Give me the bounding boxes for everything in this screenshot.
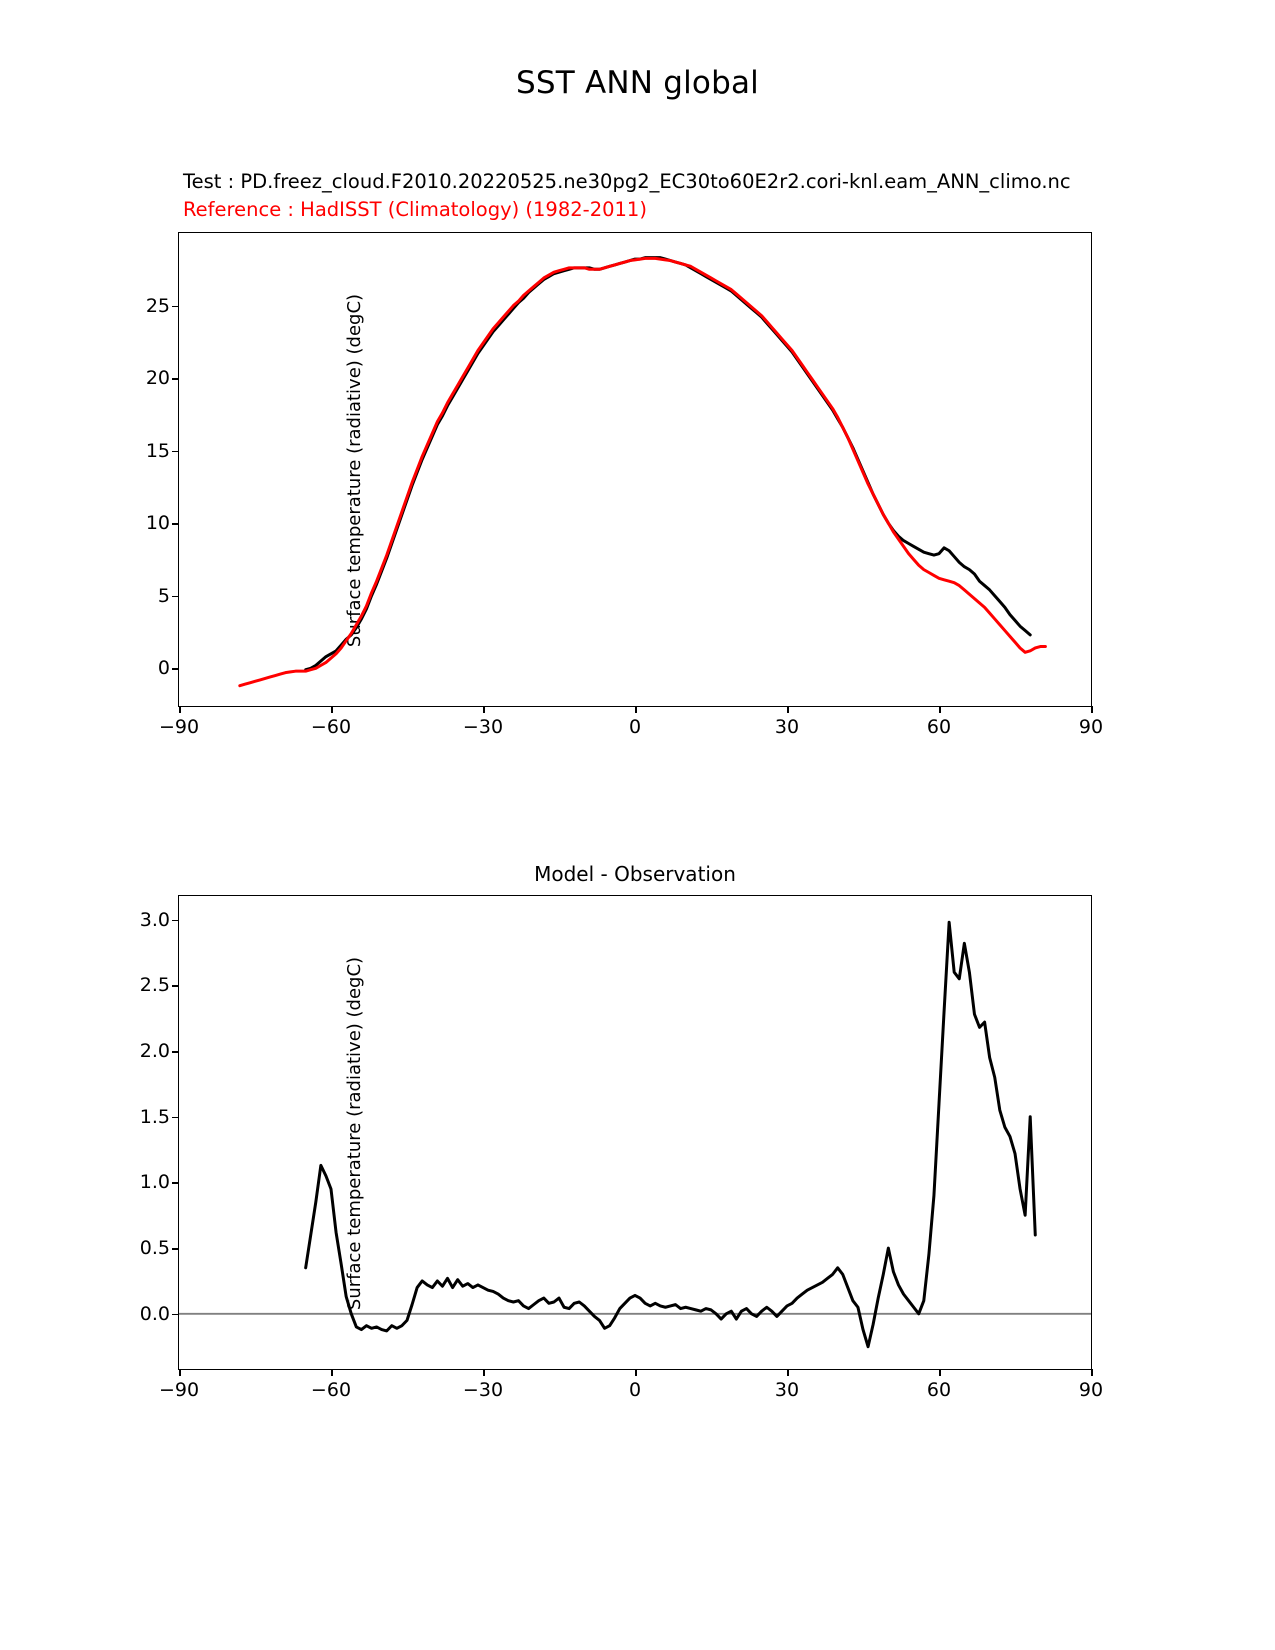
panel2-y-axis-label: Surface temperature (radiative) (degC) [344,956,365,1311]
x-tick-label: 30 [774,1379,800,1401]
y-tick-label: 0.0 [139,1302,170,1325]
caption-test-line: Test : PD.freez_cloud.F2010.20220525.ne30pg2_EC30to60E2r2.cori-knl.eam_ANN_climo.nc [183,170,1071,193]
y-tick-label: 15 [145,439,170,462]
x-tick-mark [635,1369,637,1376]
y-tick-mark [172,920,179,922]
y-tick-mark [172,596,179,598]
y-tick-label: 20 [145,367,170,390]
y-tick-label: 0 [157,657,170,680]
y-tick-label: 1.0 [139,1171,170,1194]
x-tick-label: 30 [774,716,800,738]
x-tick-label: −60 [310,1379,352,1401]
x-tick-mark [939,706,941,713]
x-tick-label: 0 [628,716,642,738]
x-tick-mark [939,1369,941,1376]
y-tick-mark [172,1182,179,1184]
chart-panel-sst [145,232,1104,738]
y-tick-label: 5 [157,584,170,607]
x-tick-label: 60 [926,716,952,738]
panel2-title: Model - Observation [534,862,736,886]
y-tick-mark [172,306,179,308]
x-tick-mark [787,706,789,713]
x-tick-mark [1091,706,1093,713]
caption [183,168,1275,223]
x-tick-mark [483,1369,485,1376]
x-tick-label: −30 [462,1379,504,1401]
y-tick-label: 0.5 [139,1237,170,1260]
y-tick-label: 1.5 [139,1105,170,1128]
chart-panel-diff-wrap [139,862,1104,1401]
y-tick-mark [172,378,179,380]
x-tick-label: −30 [462,716,504,738]
y-tick-label: 3.0 [139,908,170,931]
x-tick-label: −60 [310,716,352,738]
panel2-plot-area [179,896,1091,1369]
y-tick-mark [172,668,179,670]
y-tick-mark [172,985,179,987]
y-tick-label: 10 [145,512,170,535]
x-tick-label: 60 [926,1379,952,1401]
x-tick-label: −90 [158,716,200,738]
x-tick-mark [787,1369,789,1376]
y-tick-label: 2.5 [139,974,170,997]
x-tick-label: 0 [628,1379,642,1401]
x-tick-label: 90 [1078,716,1104,738]
caption-reference-line: Reference : HadISST (Climatology) (1982-2011) [183,197,647,221]
y-tick-mark [172,1314,179,1316]
x-tick-mark [331,1369,333,1376]
y-tick-mark [172,451,179,453]
x-tick-mark [635,706,637,713]
x-tick-mark [1091,1369,1093,1376]
y-tick-mark [172,523,179,525]
y-tick-label: 2.0 [139,1040,170,1063]
y-tick-mark [172,1248,179,1250]
panel1-y-axis-label: Surface temperature (radiative) (degC) [344,293,365,648]
chart-panel-diff [139,895,1104,1401]
y-tick-mark [172,1051,179,1053]
x-tick-mark [331,706,333,713]
y-tick-label: 25 [145,294,170,317]
page-title: SST ANN global [516,65,759,101]
x-tick-label: 90 [1078,1379,1104,1401]
x-tick-mark [179,1369,181,1376]
panel1-plot-area [179,233,1091,706]
y-tick-mark [172,1117,179,1119]
x-tick-label: −90 [158,1379,200,1401]
x-tick-mark [483,706,485,713]
x-tick-mark [179,706,181,713]
